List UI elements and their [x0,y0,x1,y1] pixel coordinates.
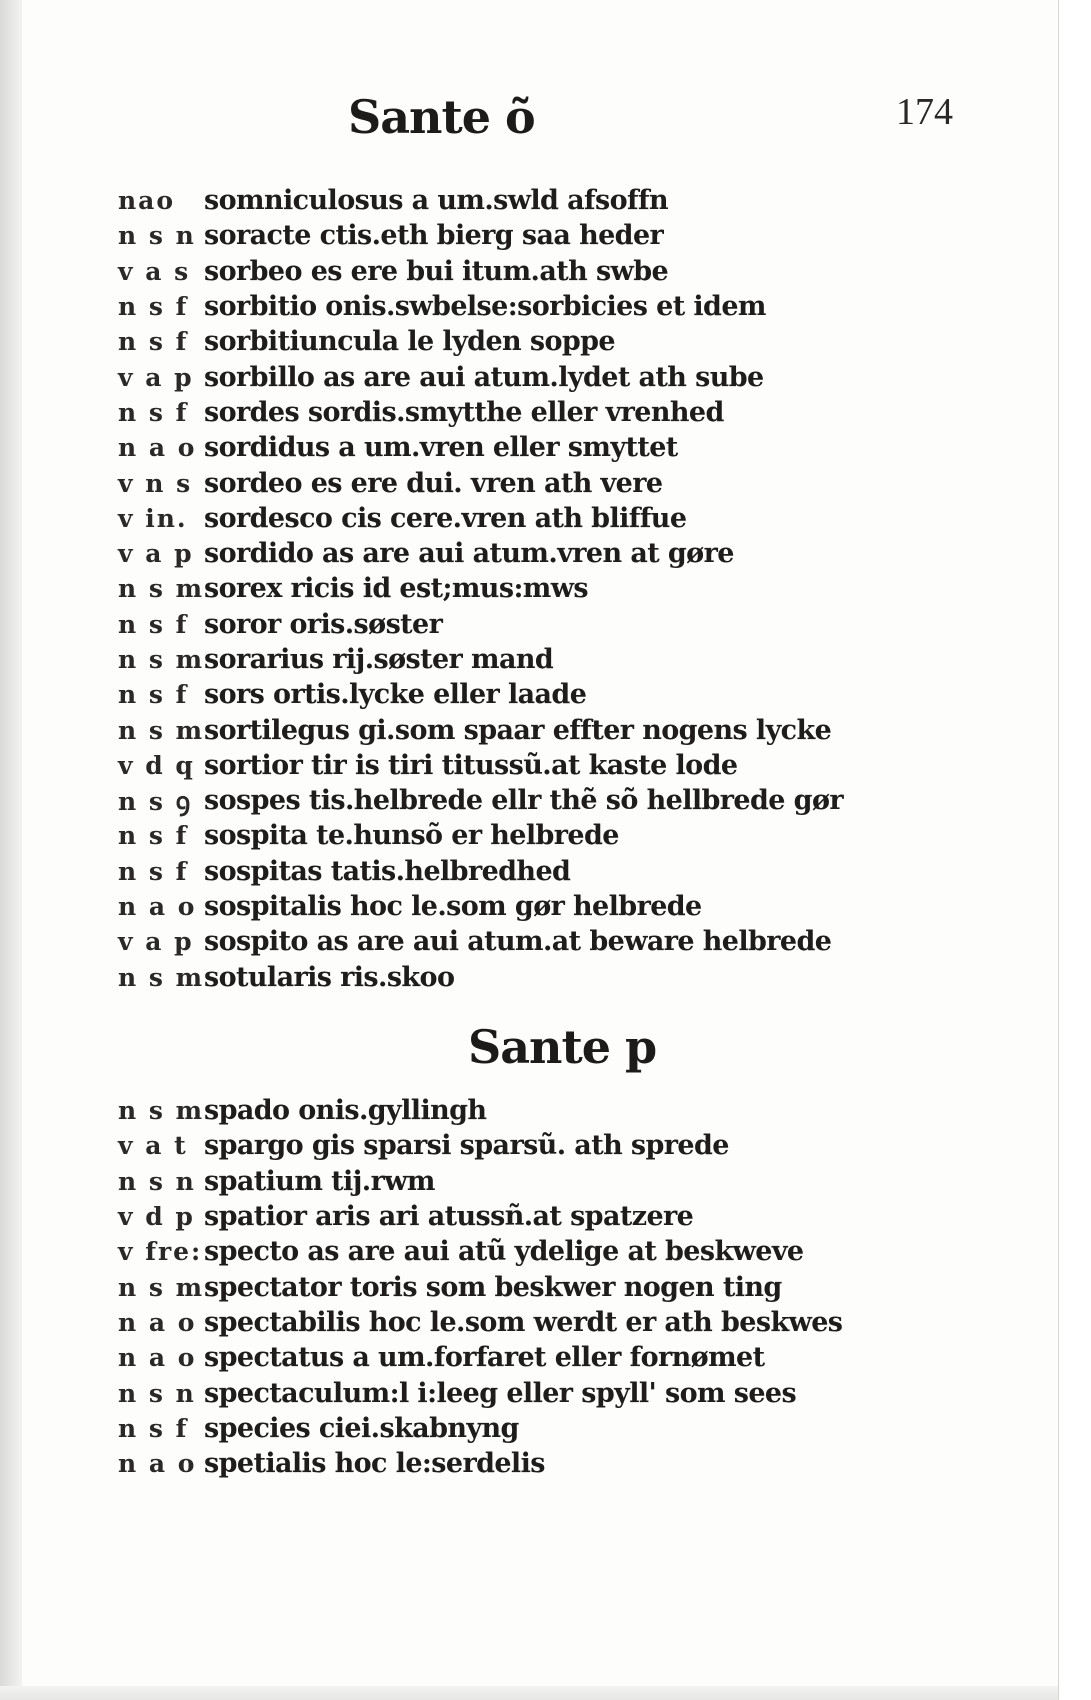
entry-text: soracte ctis.eth bierg saa heder [204,220,664,252]
dictionary-entries-section-2 [118,1093,842,1481]
entry-text: spectaculum:l i:leeg eller spyll' som sees [204,1377,797,1409]
grammar-code: n s m [118,962,205,992]
page-bottom-edge [0,1686,1058,1700]
dictionary-entry [118,677,843,712]
entry-text: sospito as are aui atum.at beware helbrede [204,926,832,958]
dictionary-entry [118,1128,842,1163]
dictionary-entry [118,430,843,465]
dictionary-entry [118,465,843,500]
entry-text: spatium tij.rwm [204,1165,435,1197]
grammar-code: n s f [118,1413,189,1443]
grammar-code: n s ꝯ [118,786,193,816]
dictionary-entry [118,642,843,677]
page-gutter-shadow [0,0,22,1700]
entry-text: sordes sordis.smytthe eller vrenhed [204,396,724,428]
dictionary-entry [118,1375,842,1410]
dictionary-entry [118,712,843,747]
grammar-code: n a o [118,1307,197,1337]
grammar-code: n s n [118,221,196,251]
entry-text: sospitalis hoc le.som gør helbrede [204,891,702,923]
entry-text: sortior tir is tiri titussũ.at kaste lode [204,749,738,781]
dictionary-entry [118,1234,842,1269]
section-heading-sante-p: Sante p [468,1020,657,1074]
entry-text: sordeo es ere dui. vren ath vere [204,467,663,499]
dictionary-entry [118,1446,842,1481]
entry-text: sotularis ris.skoo [204,961,455,993]
dictionary-entry [118,218,843,253]
dictionary-entry [118,359,843,394]
grammar-code: n s f [118,856,189,886]
dictionary-entry [118,924,843,959]
entry-text: species ciei.skabnyng [204,1412,519,1444]
dictionary-entry [118,536,843,571]
dictionary-entry [118,1340,842,1375]
dictionary-entry [118,1093,842,1128]
entry-text: spectabilis hoc le.som werdt er ath beskwes [204,1306,843,1338]
grammar-code: v fre: [118,1237,203,1267]
grammar-code: n s f [118,680,189,710]
entry-text: sorarius rij.søster mand [204,644,554,675]
entry-text: sortilegus gi.som spaar effter nogens lycke [204,714,832,746]
dictionary-entry [118,395,843,430]
grammar-code: n s m [118,715,205,745]
grammar-code: v a s [118,256,191,286]
entry-text: sospitas tatis.helbredhed [204,855,571,887]
grammar-code: n s f [118,292,189,322]
entry-text: sors ortis.lycke eller laade [204,679,587,711]
entry-text: somniculosus a um.swld afsoffn [204,185,669,217]
entry-text: sordidus a um.vren eller smyttet [204,432,678,464]
grammar-code: n s f [118,327,189,357]
grammar-code: nao [118,186,176,216]
dictionary-entry [118,289,843,324]
entry-text: sorbillo as are aui atum.lydet ath sube [204,361,764,393]
grammar-code: n a o [118,433,197,463]
grammar-code: n s f [118,609,189,639]
entry-text: sordesco cis cere.vren ath bliffue [204,502,687,534]
grammar-code: n s m [118,1272,205,1302]
grammar-code: n s f [118,397,189,427]
grammar-code: v in. [118,503,188,533]
grammar-code: v n s [118,468,193,498]
entry-text: spado onis.gyllingh [204,1095,487,1127]
dictionary-entry [118,607,843,642]
dictionary-entry [118,501,843,536]
grammar-code: n a o [118,1449,197,1479]
grammar-code: v a p [118,362,194,392]
grammar-code: n s n [118,1166,196,1196]
dictionary-entry [118,1305,842,1340]
grammar-code: n s f [118,821,189,851]
dictionary-entry [118,1411,842,1446]
dictionary-entry [118,854,843,889]
dictionary-entry [118,324,843,359]
entry-text: spectatus a um.forfaret eller fornømet [204,1342,765,1374]
grammar-code: n s m [118,574,205,604]
page-right-edge [1058,0,1091,1700]
grammar-code: v d p [118,1202,195,1232]
dictionary-entry [118,1199,842,1234]
dictionary-entry [118,818,843,853]
dictionary-entry [118,1269,842,1304]
dictionary-entries-section-1 [118,183,843,995]
grammar-code: n s m [118,645,205,674]
dictionary-entry [118,783,843,818]
grammar-code: n s n [118,1378,196,1408]
entry-text: spetialis hoc le:serdelis [204,1448,545,1480]
grammar-code: v d q [118,750,195,780]
dictionary-entry [118,183,843,218]
entry-text: sorbitio onis.swbelse:sorbicies et idem [204,291,766,323]
entry-text: spatior aris ari atussñ.at spatzere [204,1201,694,1233]
entry-text: spargo gis sparsi sparsũ. ath sprede [204,1130,729,1162]
entry-text: sospita te.hunsõ er helbrede [204,820,619,852]
grammar-code: v a p [118,539,194,569]
entry-text: spectator toris som beskwer nogen ting [204,1271,782,1303]
grammar-code: v a p [118,927,194,957]
entry-text: soror oris.søster [204,608,443,640]
entry-text: sospes tis.helbrede ellr thẽ sõ hellbrede gør [204,785,843,817]
dictionary-entry [118,1164,842,1199]
entry-text: sorbeo es ere bui itum.ath swbe [204,255,669,287]
dictionary-entry [118,254,843,289]
entry-text: specto as are aui atũ ydelige at beskweve [204,1236,804,1268]
grammar-code: n a o [118,892,197,922]
dictionary-entry [118,571,843,606]
dictionary-entry [118,889,843,924]
grammar-code: n a o [118,1343,197,1373]
page-number: 174 [896,91,953,133]
section-heading-sante-o: Sante õ [348,90,535,144]
grammar-code: v a t [118,1131,188,1161]
dictionary-entry [118,748,843,783]
entry-text: sorex ricis id est;mus:mws [204,573,589,605]
entry-text: sorbitiuncula le lyden soppe [204,326,615,358]
dictionary-entry [118,960,843,995]
entry-text: sordido as are aui atum.vren at gøre [204,538,734,570]
grammar-code: n s m [118,1096,205,1126]
